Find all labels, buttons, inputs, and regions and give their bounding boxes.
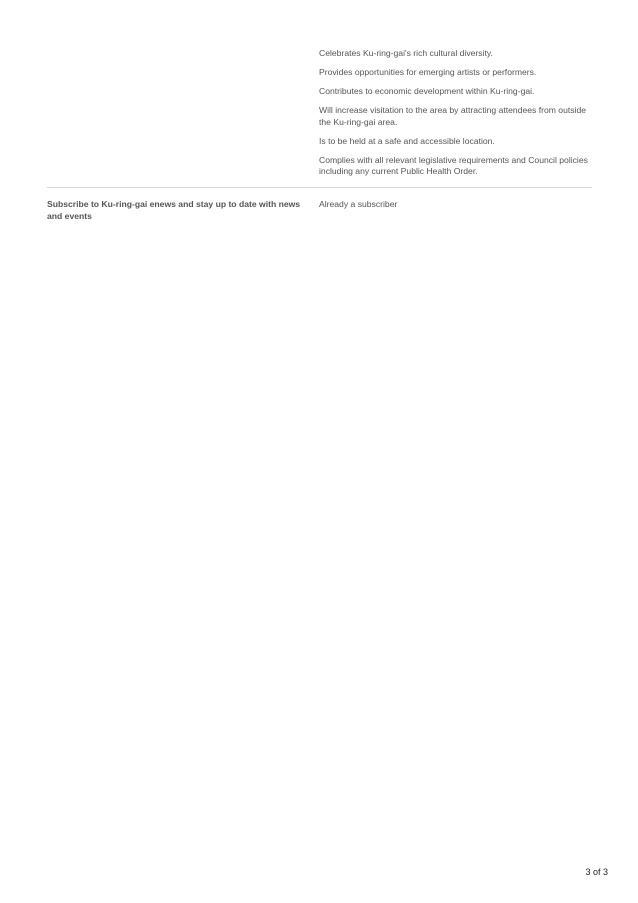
criteria-item: Is to be held at a safe and accessible location. (319, 135, 495, 146)
criteria-item: Will increase visitation to the area by attracting attendees from outside the Ku-ring-gai area. (319, 105, 587, 127)
subscribe-answer: Already a subscriber (319, 199, 398, 209)
criteria-item: Contributes to economic development within Ku-ring-gai. (319, 86, 535, 96)
criteria-list (319, 48, 591, 185)
criteria-item: Celebrates Ku-ring-gai's rich cultural diversity. (319, 48, 493, 58)
row-divider (47, 187, 592, 188)
page-number: 3 of 3 (585, 867, 608, 877)
criteria-item: Provides opportunities for emerging artists or performers. (319, 67, 537, 77)
criteria-item: Complies with all relevant legislative requirements and Council policies including any current Public Health Order. (319, 154, 588, 176)
subscribe-question: Subscribe to Ku-ring-gai enews and stay up to date with news and events (47, 199, 301, 221)
